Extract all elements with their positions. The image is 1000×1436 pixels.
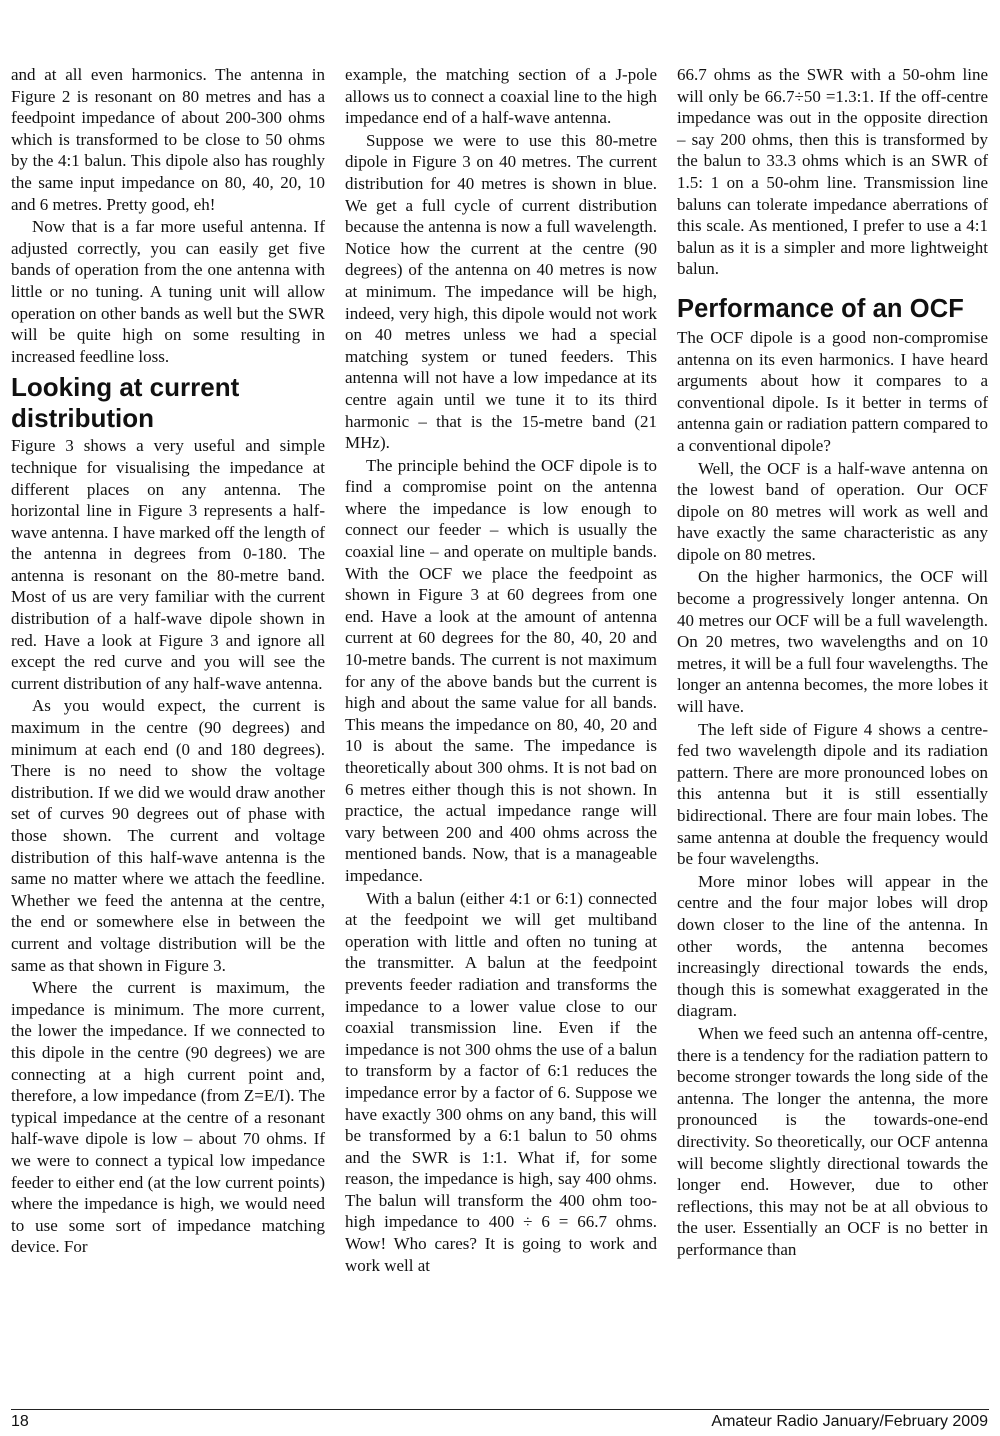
paragraph: On the higher harmonics, the OCF will become a progressively longer antenna. On 40 metres our OCF will be a full wavelength. On 20 metres, two wavelengths and on 10 metres, it will be a full four wavelengths. The longer an antenna becomes, the more lobes it will have. (677, 567, 988, 717)
paragraph: 66.7 ohms as the SWR with a 50-ohm line will only be 66.7÷50 =1.3:1. If the off-centre impedance was out in the opposite direction – say 200 ohms, then this is transformed by the balun to 33.3 ohms which is an SWR of 1.5: 1 on a 50-ohm line. Transmission line baluns can tolerate impedance aberrations of this scale. As mentioned, I prefer to use a 4:1 balun as it is a simpler and more lightweight balun. (677, 65, 988, 279)
column-2 (345, 64, 657, 1276)
column-1 (11, 64, 325, 1258)
publication-credit: Amateur Radio January/February 2009 (711, 1413, 988, 1430)
paragraph: When we feed such an antenna off-centre, there is a tendency for the radiation pattern to become stronger towards the long side of the antenna. The longer the antenna, the more pronounced is the towards-one-end directivity. So theoretically, our OCF antenna will become slightly directional towards the longer end. However, due to other reflections, this may not be at all obvious to the user. Essentially an OCF is no better in performance than (677, 1023, 988, 1259)
column-3 (677, 64, 988, 1260)
paragraph: With a balun (either 4:1 or 6:1) connected at the feedpoint we will get multiband operation with little and often no tuning at the transmitter. A balun at the feedpoint prevents feeder radiation and transforms the impedance to a lower value close to our coaxial transmission line. Even if the impedance is not 300 ohms the use of a balun to transform by a factor of 6:1 reduces the impedance error by a factor of 6. Suppose we have exactly 300 ohms on any band, this will be transformed by a 6:1 balun to 50 ohms and the SWR is 1:1. What if, for some reason, the impedance is high, say 400 ohms. The balun will transform the 400 ohm too-high impedance to 400 ÷ 6 = 66.7 ohms. Wow! Who cares? It is going to work and work well at (345, 888, 657, 1275)
paragraph: As you would expect, the current is maximum in the centre (90 degrees) and minimum at each end (0 and 180 degrees). There is no need to show the voltage distribution. If we did we would draw another set of curves 90 degrees out of phase with those shown. The current and voltage distribution of this half-wave antenna is the same no matter where we attach the feedline. Whether we feed the antenna at the centre, the end or somewhere else in between the current and voltage distribution will be the same as that shown in Figure 3. (11, 696, 325, 975)
section-heading: Performance of an OCF (677, 294, 964, 323)
paragraph: example, the matching section of a J-pole allows us to connect a coaxial line to the high impedance end of a half-wave antenna. (345, 65, 657, 128)
paragraph: The left side of Figure 4 shows a centre-fed two wavelength dipole and its radiation pattern. There are more pronounced lobes on this antenna but it is still essentially bidirectional. There are four main lobes. The same antenna at double the frequency would be four wavelengths. (677, 719, 988, 869)
paragraph: and at all even harmonics. The antenna in Figure 2 is resonant on 80 metres and has a feedpoint impedance of about 200-300 ohms which is transformed to be close to 50 ohms by the 4:1 balun. This dipole also has roughly the same input impedance on 80, 40, 20, 10 and 6 metres. Pretty good, eh! (11, 65, 325, 214)
paragraph: Where the current is maximum, the impedance is minimum. The more current, the lower the impedance. If we connected to this dipole in the centre (90 degrees) we are connecting at a high current point and, therefore, a low impedance (from Z=E/I). The typical impedance at the centre of a resonant half-wave dipole is low – about 70 ohms. If we were to connect a typical low impedance feeder to either end (at the low current points) where the impedance is high, we would need to use some sort of impedance matching device. For (11, 978, 325, 1257)
paragraph: Figure 3 shows a very useful and simple technique for visualising the impedance at different places on any antenna. The horizontal line in Figure 3 represents a half-wave antenna. I have marked off the length of the antenna in degrees from 0-180. The antenna is resonant on the 80-metre band. Most of us are very familiar with the current distribution of a half-wave dipole shown in red. Have a look at Figure 3 and ignore all except the red curve and you will see the current distribution of any half-wave antenna. (11, 436, 325, 693)
paragraph: The principle behind the OCF dipole is to find a compromise point on the antenna where the impedance is low enough to connect our feeder – which is usually the coaxial line – and operate on multiple bands. With the OCF we place the feedpoint as shown in Figure 3 at 60 degrees from one end. Have a look at the amount of antenna current at 60 degrees for the 80, 40, 20 and 10-metre bands. The current is not maximum for any of the above bands but the current is high and about the same value for all bands. This means the impedance on 80, 40, 20 and 10 is about the same. The impedance is theoretically about 300 ohms. It is not bad on 6 metres either though this is not shown. In practice, the actual impedance range will vary between 200 and 400 ohms across the mentioned bands. Now, that is a manageable impedance. (345, 455, 657, 885)
paragraph: Now that is a far more useful antenna. If adjusted correctly, you can easily get five bands of operation from the one antenna with little or no tuning. A tuning unit will allow operation on other bands as well but the SWR will be quite high on some resulting in increased feedline loss. (11, 217, 325, 366)
paragraph: More minor lobes will appear in the centre and the four major lobes will drop down closer to the line of the antenna. In other words, the antenna becomes increasingly directional towards the ends, though this is somewhat exaggerated in the diagram. (677, 871, 988, 1021)
section-heading: Looking at current distribution (11, 372, 240, 434)
paragraph: Well, the OCF is a half-wave antenna on the lowest band of operation. Our OCF dipole on 80 metres will work as well and have exactly the same characteristic as any dipole on 80 metres. (677, 458, 988, 564)
paragraph: Suppose we were to use this 80-metre dipole in Figure 3 on 40 metres. The current distribution for 40 metres is shown in blue. We get a full cycle of current distribution because the antenna is now a full wavelength. Notice how the current at the centre (90 degrees) of the antenna on 40 metres is now at minimum. The impedance will be high, indeed, very high, this dipole would not work on 40 metres unless we had a special matching system or tuned feeders. This antenna will not have a low impedance at its centre again until we tune it to its third harmonic – that is the 15-metre band (21 MHz). (345, 130, 657, 453)
page-number: 18 (11, 1413, 29, 1430)
footer-divider (11, 1409, 989, 1410)
paragraph: The OCF dipole is a good non-compromise antenna on its even harmonics. I have heard arguments about how it compares to a conventional dipole. Is it better in terms of antenna gain or radiation pattern compared to a conventional dipole? (677, 327, 988, 455)
